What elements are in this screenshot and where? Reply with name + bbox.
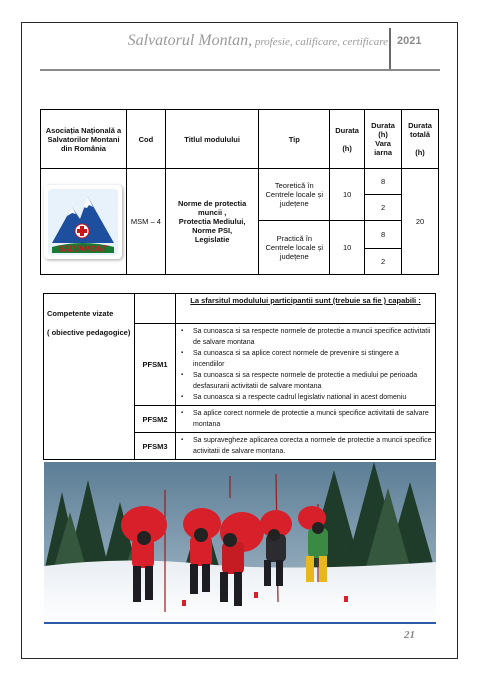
type-theory: Teoretică în Centrele locale și județene (259, 169, 330, 221)
logo-cell (41, 169, 127, 275)
page-number: 21 (404, 629, 415, 641)
logo-text: SALVAMONT (58, 244, 109, 253)
competences-label-sub: ( obiective pedagogice) (47, 328, 131, 337)
type-practice: Practică în Centrele locale și județene (259, 221, 330, 275)
list-item: ▪ Sa cunoasca si sa aplice corect normele de prevenire si stingere a incendiilor (193, 348, 432, 370)
competences-heading: La sfarsitul modulului participantii sunt (trebuie sa fie ) capabili : (176, 294, 436, 324)
salvamont-logo-icon (44, 185, 122, 259)
duration-total: 20 (402, 169, 439, 275)
competence-items-pfsm3 (176, 433, 436, 460)
header-type: Tip (259, 110, 330, 169)
header-title-main: Salvatorul Montan, (127, 32, 253, 49)
header-duration-season: Durata (h) Vara iarna (365, 110, 402, 169)
duration-practice: 10 (330, 221, 365, 275)
duration-theory-summer: 2 (365, 195, 402, 221)
header-divider (389, 28, 391, 71)
duration-practice-winter: 8 (365, 221, 402, 249)
list-item: ▪ Sa aplice corect normele de protectie a muncii specifice activitatii de salvare montana (193, 408, 432, 430)
header-duration: Durata (h) (330, 110, 365, 169)
page-header-title (128, 32, 388, 50)
list-item: ▪ Sa cunoasca si sa respecte normele de protectie a mediului pe perioada desfasurarii activitatii de salvare montana (193, 370, 432, 392)
duration-theory-winter: 8 (365, 169, 402, 195)
table-row (41, 169, 439, 195)
header-association: Asociația Națională a Salvatorilor Montani din România (41, 110, 127, 169)
header-title-sub: profesie, calificare, certificare (252, 36, 388, 48)
competence-items-pfsm1 (176, 324, 436, 406)
salvamont-logo (44, 185, 122, 259)
duration-practice-summer: 2 (365, 249, 402, 275)
heading-code-spacer (135, 294, 176, 324)
table-row (44, 294, 436, 324)
photo-accent-rule (44, 622, 436, 624)
competence-code-pfsm2: PFSM2 (135, 406, 176, 433)
list-item: ▪ Sa supravegheze aplicarea corecta a normele de protectie a muncii specifice activitatii de salvare montana. (193, 435, 432, 457)
module-table-header-row (41, 110, 439, 169)
competences-label-cell (44, 294, 135, 460)
competence-code-pfsm3: PFSM3 (135, 433, 176, 460)
rescue-team-illustration (44, 462, 436, 622)
header-code: Cod (126, 110, 165, 169)
module-code: MSM – 4 (126, 169, 165, 275)
module-title-cell: Norme de protectia muncii , Protectia Mediului, Norme PSI, Legislatie (165, 169, 259, 275)
header-rule (40, 69, 440, 71)
header-module-title: Titlul modulului (165, 110, 259, 169)
competence-code-pfsm1: PFSM1 (135, 324, 176, 406)
list-item: ▪ Sa cunoasca si sa respecte normele de protectie a muncii specifice activitatii de salvare montana (193, 326, 432, 348)
header-duration-total: Durata totală (h) (402, 110, 439, 169)
competences-table (43, 293, 436, 460)
duration-theory: 10 (330, 169, 365, 221)
rescue-team-photo (44, 462, 436, 622)
competences-label: Competente vizate (47, 309, 114, 318)
competence-items-pfsm2 (176, 406, 436, 433)
header-year: 2021 (397, 35, 422, 47)
module-table (40, 109, 439, 275)
list-item: ▪ Sa cunoasca si a respecte cadrul legislativ national in acest domeniu (193, 392, 432, 403)
